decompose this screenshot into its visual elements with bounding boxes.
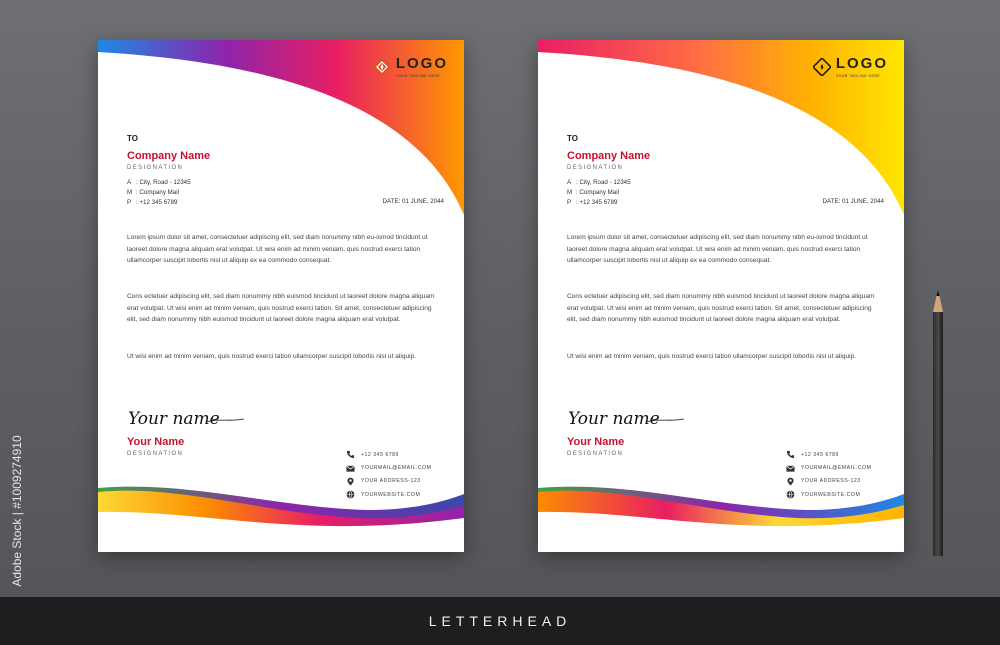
logo-wordmark: LOGO bbox=[835, 55, 888, 72]
diamond-pin-icon bbox=[373, 58, 391, 76]
globe-icon bbox=[786, 490, 795, 499]
phone-icon bbox=[346, 450, 355, 459]
diamond-pin-icon bbox=[813, 58, 831, 76]
body-paragraph: Ut wisi enim ad minim veniam, quis nostrud exerci tation ullamcorper suscipit lobortis nisl ut aliquip. bbox=[127, 353, 417, 360]
your-designation: DESIGNATION bbox=[127, 451, 184, 457]
logo bbox=[373, 56, 448, 78]
stock-id: Adobe Stock | #1009274910 bbox=[10, 435, 24, 587]
signature bbox=[566, 402, 686, 432]
contact-website: YOURWEBSITE.COM bbox=[786, 488, 871, 501]
signature bbox=[126, 402, 246, 432]
phone-line: P : +12 345 6789 bbox=[127, 199, 178, 206]
logo-tagline: YOUR TAGLINE HERE bbox=[395, 74, 441, 78]
globe-icon bbox=[346, 490, 355, 499]
your-name: Your Name bbox=[127, 436, 185, 448]
contact-address: YOUR ADDRESS-123 bbox=[346, 475, 431, 488]
company-designation: DESIGNATION bbox=[567, 165, 624, 171]
body-paragraph: Ut wisi enim ad minim veniam, quis nostrud exerci tation ullamcorper suscipit lobortis nisl ut aliquip. bbox=[567, 353, 857, 360]
contact-phone: +12 345 6789 bbox=[786, 448, 871, 461]
your-designation: DESIGNATION bbox=[567, 451, 624, 457]
to-label: TO bbox=[567, 134, 578, 143]
svg-text:Your name: Your name bbox=[128, 409, 220, 429]
date: DATE: 01 JUNE, 2044 bbox=[382, 198, 444, 205]
address-line: A : City, Road - 12345 bbox=[567, 179, 631, 186]
footer-title: LETTERHEAD bbox=[428, 613, 572, 629]
contact-list bbox=[786, 448, 871, 502]
date: DATE: 01 JUNE, 2044 bbox=[822, 198, 884, 205]
company-name: Company Name bbox=[567, 150, 651, 162]
location-icon bbox=[346, 477, 355, 486]
address-line: A : City, Road - 12345 bbox=[127, 179, 191, 186]
body-paragraph: Cons ectetuer adipiscing elit, sed diam nonummy nibh euismod tincidunt ut laoreet dolore magna aliquam erat volutpat. Ut wisi enim ad minim veniam, quis nostrud exerci tation. Sit amet, consectetuer adipiscing elit, sed diam nonummy nibh euismod tincidunt ut laoreet dolore magna aliquam erat volutpat. bbox=[127, 293, 435, 324]
body-paragraph: Cons ectetuer adipiscing elit, sed diam nonummy nibh euismod tincidunt ut laoreet dolore magna aliquam erat volutpat. Ut wisi enim ad minim veniam, quis nostrud exerci tation. Sit amet, consectetuer adipiscing elit, sed diam nonummy nibh euismod tincidunt ut laoreet dolore magna aliquam erat volutpat. bbox=[567, 293, 875, 324]
phone-line: P : +12 345 6789 bbox=[567, 199, 618, 206]
location-icon bbox=[786, 477, 795, 486]
contact-website: YOURWEBSITE.COM bbox=[346, 488, 431, 501]
logo-wordmark: LOGO bbox=[395, 55, 448, 72]
contact-mail: YOURMAIL@EMAIL.COM bbox=[786, 461, 871, 474]
mail-line: M : Company Mail bbox=[567, 189, 619, 196]
footer-bar bbox=[0, 597, 1000, 645]
pencil bbox=[930, 290, 946, 558]
mail-icon bbox=[346, 464, 355, 473]
mail-icon bbox=[786, 464, 795, 473]
contact-phone: +12 345 6789 bbox=[346, 448, 431, 461]
contact-mail: YOURMAIL@EMAIL.COM bbox=[346, 461, 431, 474]
address-block bbox=[567, 178, 631, 208]
company-designation: DESIGNATION bbox=[127, 165, 184, 171]
letterhead-right bbox=[538, 40, 904, 552]
to-label: TO bbox=[127, 134, 138, 143]
phone-icon bbox=[786, 450, 795, 459]
company-name: Company Name bbox=[127, 150, 211, 162]
contact-list bbox=[346, 448, 431, 502]
mail-line: M : Company Mail bbox=[127, 189, 179, 196]
body-paragraph: Lorem ipsum dolor sit amet, consectetuer adipiscing elit, sed diam nonummy nibh eu-ismod tincidunt ut laoreet dolore magna aliquam erat volutpat. Ut wisi enim ad minim veniam, quis nostrud exerci tation ullamcorper suscipit lobortis nisl ut aliquip ex ea commodo consequat. bbox=[127, 234, 428, 265]
contact-address: YOUR ADDRESS-123 bbox=[786, 475, 871, 488]
address-block bbox=[127, 178, 191, 208]
svg-text:Your name: Your name bbox=[568, 409, 660, 429]
letterhead-left bbox=[98, 40, 464, 552]
logo bbox=[813, 56, 888, 78]
body-paragraph: Lorem ipsum dolor sit amet, consectetuer adipiscing elit, sed diam nonummy nibh eu-ismod tincidunt ut laoreet dolore magna aliquam erat volutpat. Ut wisi enim ad minim veniam, quis nostrud exerci tation ullamcorper suscipit lobortis nisl ut aliquip ex ea commodo consequat. bbox=[567, 234, 868, 265]
logo-tagline: YOUR TAGLINE HERE bbox=[835, 74, 881, 78]
your-name: Your Name bbox=[567, 436, 625, 448]
